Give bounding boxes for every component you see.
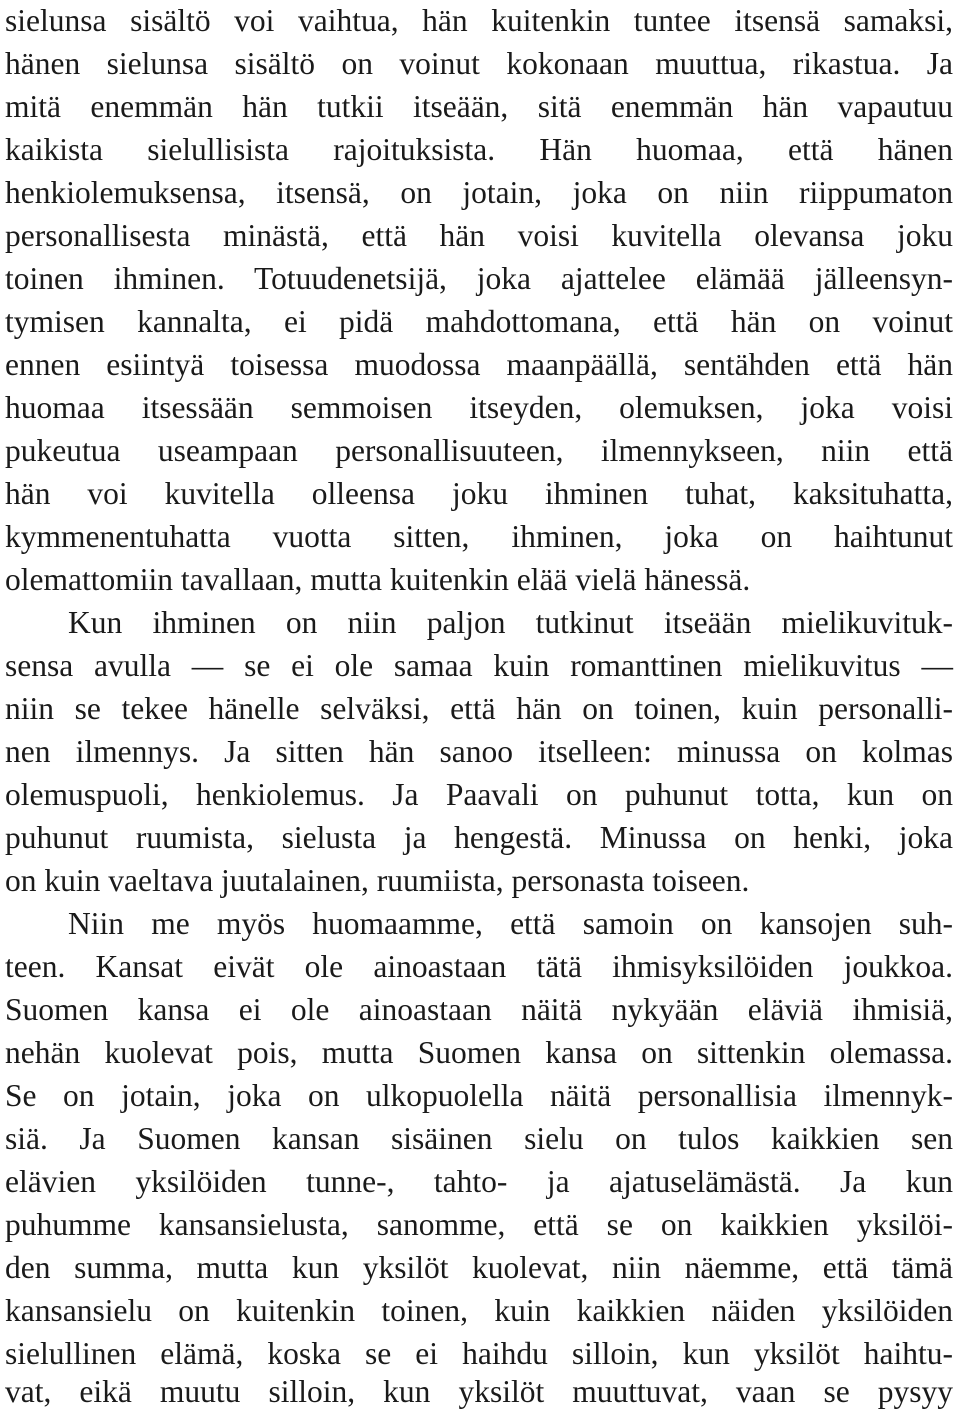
text-line: on kuin vaeltava juutalainen, ruumiista, personasta toiseen. xyxy=(5,863,750,898)
text-line: hänen sielunsa sisältö on voinut kokonaan muuttua, rikastua. Ja xyxy=(5,46,953,81)
text-line: tymisen kannalta, ei pidä mahdottomana, että hän on voinut xyxy=(5,304,953,339)
text-line: teen. Kansat eivät ole ainoastaan tätä ihmisyksilöiden joukkoa. xyxy=(5,949,953,984)
text-line: puhunut ruumista, sielusta ja hengestä. Minussa on henki, joka xyxy=(5,820,953,855)
text-line: vat, eikä muutu silloin, kun yksilöt muuttuvat, vaan se pysyy xyxy=(5,1374,953,1409)
paragraph-start-line: Niin me myös huomaamme, että samoin on kansojen suh- xyxy=(68,906,953,941)
text-line: hän voi kuvitella olleensa joku ihminen tuhat, kaksituhatta, xyxy=(5,476,953,511)
text-line: puhumme kansansielusta, sanomme, että se on kaikkien yksilöi- xyxy=(5,1207,953,1242)
text-line: huomaa itsessään semmoisen itseyden, olemuksen, joka voisi xyxy=(5,390,953,425)
text-line: elävien yksilöiden tunne-, tahto- ja ajatuselämästä. Ja kun xyxy=(5,1164,953,1199)
text-line: kansansielu on kuitenkin toinen, kuin kaikkien näiden yksilöiden xyxy=(5,1293,953,1328)
text-line: den summa, mutta kun yksilöt kuolevat, niin näemme, että tämä xyxy=(5,1250,953,1285)
text-line: olemuspuoli, henkiolemus. Ja Paavali on puhunut totta, kun on xyxy=(5,777,953,812)
text-line: kaikista sielullisista rajoituksista. Hän huomaa, että hänen xyxy=(5,132,953,167)
text-line: Suomen kansa ei ole ainoastaan näitä nykyään eläviä ihmisiä, xyxy=(5,992,953,1027)
text-line: nen ilmennys. Ja sitten hän sanoo itselleen: minussa on kolmas xyxy=(5,734,953,769)
text-line: toinen ihminen. Totuudenetsijä, joka ajattelee elämää jälleensyn- xyxy=(5,261,953,296)
text-line: Se on jotain, joka on ulkopuolella näitä personallisia ilmennyk- xyxy=(5,1078,953,1113)
text-line: pukeutua useampaan personallisuuteen, ilmennykseen, niin että xyxy=(5,433,953,468)
text-line: sensa avulla — se ei ole samaa kuin romanttinen mielikuvitus — xyxy=(5,648,953,683)
text-line: nehän kuolevat pois, mutta Suomen kansa on sittenkin olemassa. xyxy=(5,1035,953,1070)
paragraph-start-line: Kun ihminen on niin paljon tutkinut itseään mielikuvituk- xyxy=(68,605,953,640)
text-line: personallisesta minästä, että hän voisi kuvitella olevansa joku xyxy=(5,218,953,253)
text-line: sielunsa sisältö voi vaihtua, hän kuitenkin tuntee itsensä samaksi, xyxy=(5,3,953,38)
text-line: niin se tekee hänelle selväksi, että hän on toinen, kuin personalli- xyxy=(5,691,953,726)
text-line: kymmenentuhatta vuotta sitten, ihminen, joka on haihtunut xyxy=(5,519,953,554)
text-line: mitä enemmän hän tutkii itseään, sitä enemmän hän vapautuu xyxy=(5,89,953,124)
text-line: ennen esiintyä toisessa muodossa maanpäällä, sentähden että hän xyxy=(5,347,953,382)
text-line: olemattomiin tavallaan, mutta kuitenkin elää vielä hänessä. xyxy=(5,562,751,597)
text-line: siä. Ja Suomen kansan sisäinen sielu on tulos kaikkien sen xyxy=(5,1121,953,1156)
text-line: sielullinen elämä, koska se ei haihdu silloin, kun yksilöt haihtu- xyxy=(5,1336,953,1371)
text-line: henkiolemuksensa, itsensä, on jotain, joka on niin riippumaton xyxy=(5,175,953,210)
